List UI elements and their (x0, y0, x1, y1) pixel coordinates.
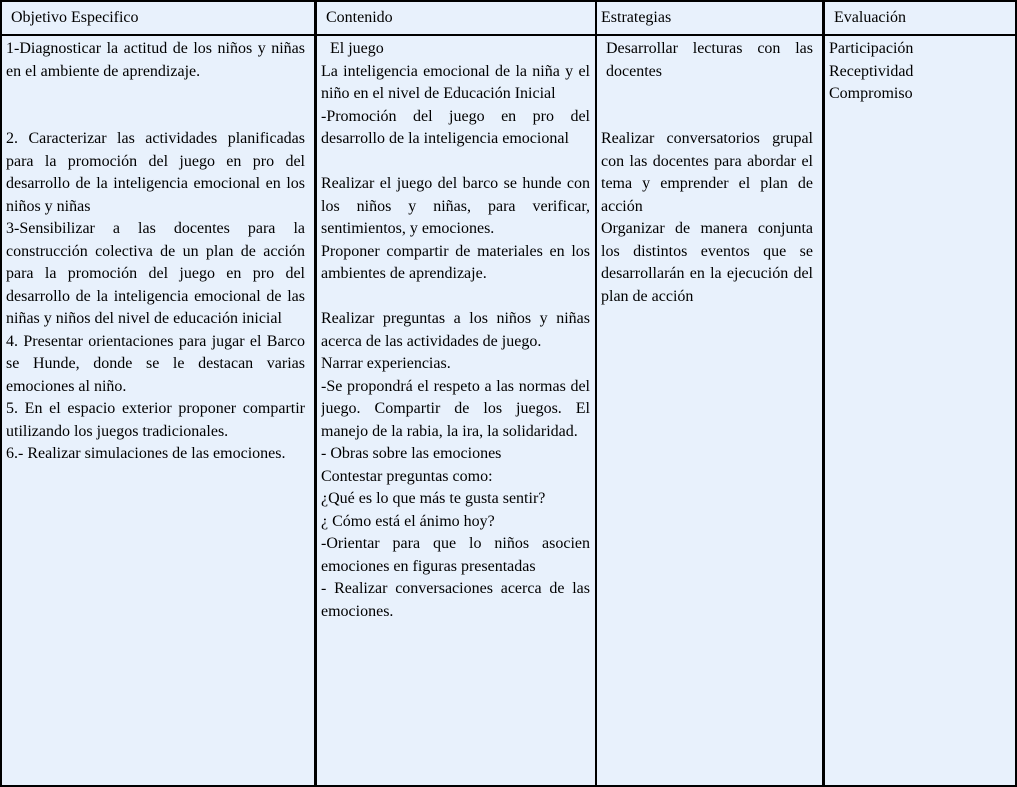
evaluacion-item: Participación (829, 40, 914, 57)
header-estrategias: Estrategias (601, 9, 672, 26)
border-col-2 (595, 0, 597, 787)
contenido-item: La inteligencia emocional de la niña y el niño en el nivel de Educación Inicial (321, 62, 590, 102)
contenido-item: Narrar experiencias. (321, 355, 451, 372)
objetivo-item: 2. Caracterizar las actividades planificadas para la promoción del juego en pro del desarrollo de la inteligencia emocional en los niños y niñas (6, 130, 305, 215)
evaluacion-item: Compromiso (829, 85, 913, 102)
contenido-item: -Orientar para que lo niños asocien emociones en figuras presentadas (321, 535, 590, 575)
contenido-item: Realizar el juego del barco se hunde con los niños y niñas, para verificar, sentimientos, y emociones. (321, 175, 590, 237)
contenido-item: - Realizar conversaciones acerca de las emociones. (321, 580, 590, 620)
estrategias-item: Desarrollar lecturas con las docentes (606, 40, 813, 80)
evaluacion-item: Receptividad (829, 62, 914, 80)
estrategias-column (601, 38, 813, 308)
contenido-item: Proponer compartir de materiales en los ambientes de aprendizaje. (321, 242, 590, 282)
objetivo-column (6, 38, 305, 466)
contenido-item: ¿Qué es lo que más te gusta sentir? (321, 490, 546, 507)
border-col-1 (314, 0, 317, 787)
contenido-item: -Promoción del juego en pro del desarrollo de la inteligencia emocional (321, 107, 590, 147)
objetivo-item: 1-Diagnosticar la actitud de los niños y niñas en el ambiente de aprendizaje. (6, 40, 305, 80)
border-left (0, 0, 2, 787)
contenido-column (321, 38, 590, 623)
contenido-item: - Obras sobre las emociones (321, 445, 502, 462)
objetivo-item: 4. Presentar orientaciones para jugar el Barco se Hunde, donde se le destacan varias emociones al niño. (6, 332, 305, 395)
objetivo-item: 6.- Realizar simulaciones de las emociones. (6, 445, 286, 462)
contenido-item: ¿ Cómo está el ánimo hoy? (321, 512, 495, 530)
objetivo-item: 5. En el espacio exterior proponer compartir utilizando los juegos tradicionales. (6, 400, 305, 440)
border-col-3 (822, 0, 825, 787)
header-contenido: Contenido (326, 9, 393, 26)
objetivo-item: 3-Sensibilizar a las docentes para la construcción colectiva de un plan de acción para la promoción del juego en pro del desarrollo de la inteligencia emocional de las niñas y niños del nivel de educación inicial (6, 220, 305, 327)
contenido-item: Realizar preguntas a los niños y niñas acerca de las actividades de juego. (321, 310, 590, 350)
estrategias-item: Organizar de manera conjunta los distintos eventos que se desarrollarán en la ejecución del plan de acción (601, 220, 813, 305)
header-evaluacion: Evaluación (834, 9, 906, 26)
header-objetivo: Objetivo Especifico (11, 9, 139, 26)
contenido-item: El juego (330, 40, 384, 57)
border-header-bottom (0, 34, 1017, 36)
estrategias-item: Realizar conversatorios grupal con las docentes para abordar el tema y emprender el plan de acción (601, 130, 813, 215)
contenido-item: -Se propondrá el respeto a las normas del juego. Compartir de los juegos. El manejo de la rabia, la ira, la solidaridad. (321, 377, 590, 440)
evaluacion-column (829, 38, 1009, 106)
border-top (0, 0, 1017, 2)
contenido-item: Contestar preguntas como: (321, 467, 493, 485)
